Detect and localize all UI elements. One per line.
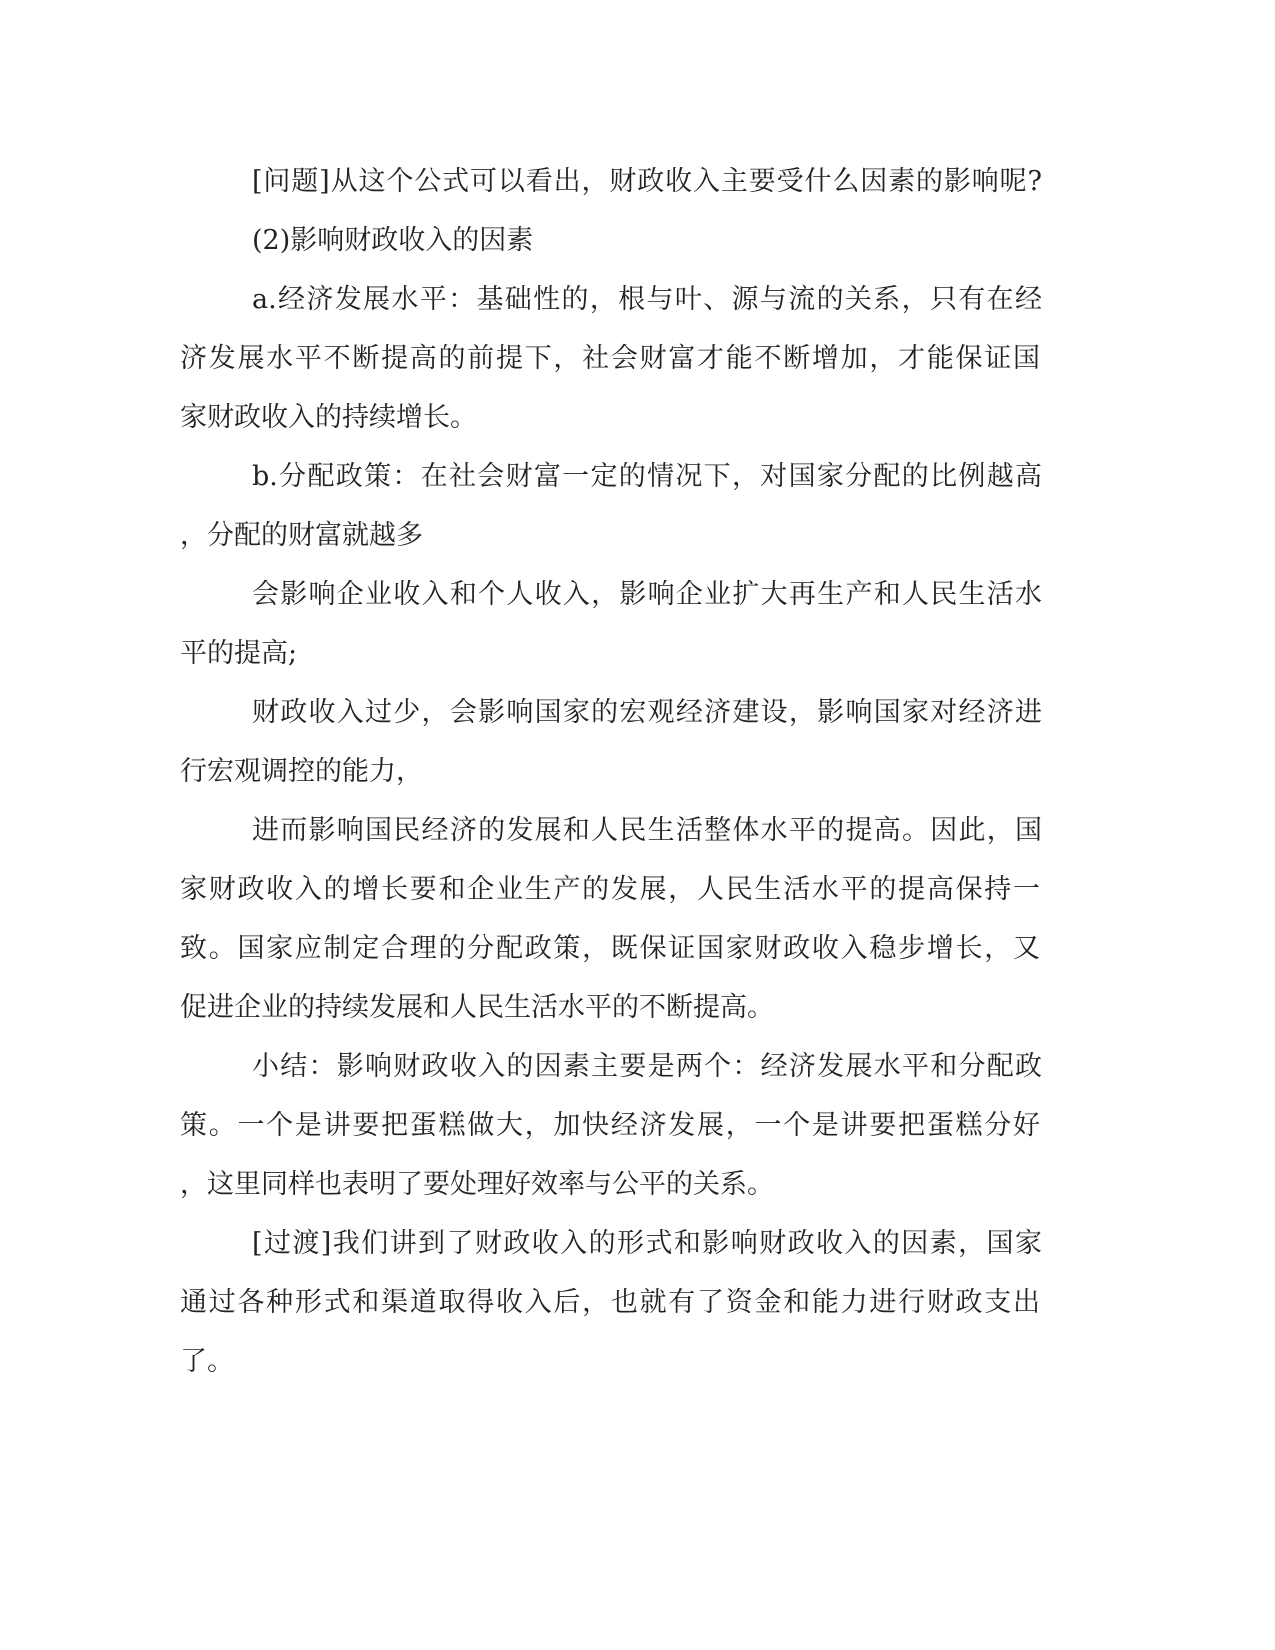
transition-line: 通过各种形式和渠道取得收入后，也就有了资金和能力进行财政支出 [180,1287,1040,1318]
section-heading: (2)影响财政收入的因素 [252,225,534,256]
paragraph-line: 行宏观调控的能力， [180,756,423,787]
paragraph-line: 平的提高; [180,638,298,669]
paragraph-line: 促进企业的持续发展和人民生活水平的不断提高。 [180,992,774,1023]
paragraph-line: 进而影响国民经济的发展和人民生活整体水平的提高。因此，国 [252,815,1042,846]
paragraph-line: 家财政收入的持续增长。 [180,402,477,433]
summary-line: 小结：影响财政收入的因素主要是两个：经济发展水平和分配政 [252,1051,1042,1082]
paragraph-line: 济发展水平不断提高的前提下，社会财富才能不断增加，才能保证国 [180,343,1040,374]
paragraph-line: 致。国家应制定合理的分配政策，既保证国家财政收入稳步增长，又 [180,933,1040,964]
summary-line: 策。一个是讲要把蛋糕做大，加快经济发展，一个是讲要把蛋糕分好 [180,1110,1040,1141]
question-line: [问题]从这个公式可以看出，财政收入主要受什么因素的影响呢? [252,166,1042,197]
paragraph-line: a.经济发展水平：基础性的，根与叶、源与流的关系，只有在经 [252,284,1042,315]
transition-line: 了。 [180,1346,234,1377]
paragraph-line: 会影响企业收入和个人收入，影响企业扩大再生产和人民生活水 [252,579,1042,610]
paragraph-line: 家财政收入的增长要和企业生产的发展，人民生活水平的提高保持一 [180,874,1040,905]
paragraph-line: b.分配政策：在社会财富一定的情况下，对国家分配的比例越高 [252,461,1042,492]
paragraph-line: ，分配的财富就越多 [180,520,423,551]
summary-line: ，这里同样也表明了要处理好效率与公平的关系。 [180,1169,774,1200]
paragraph-line: 财政收入过少，会影响国家的宏观经济建设，影响国家对经济进 [252,697,1042,728]
transition-line: [过渡]我们讲到了财政收入的形式和影响财政收入的因素，国家 [252,1228,1042,1259]
